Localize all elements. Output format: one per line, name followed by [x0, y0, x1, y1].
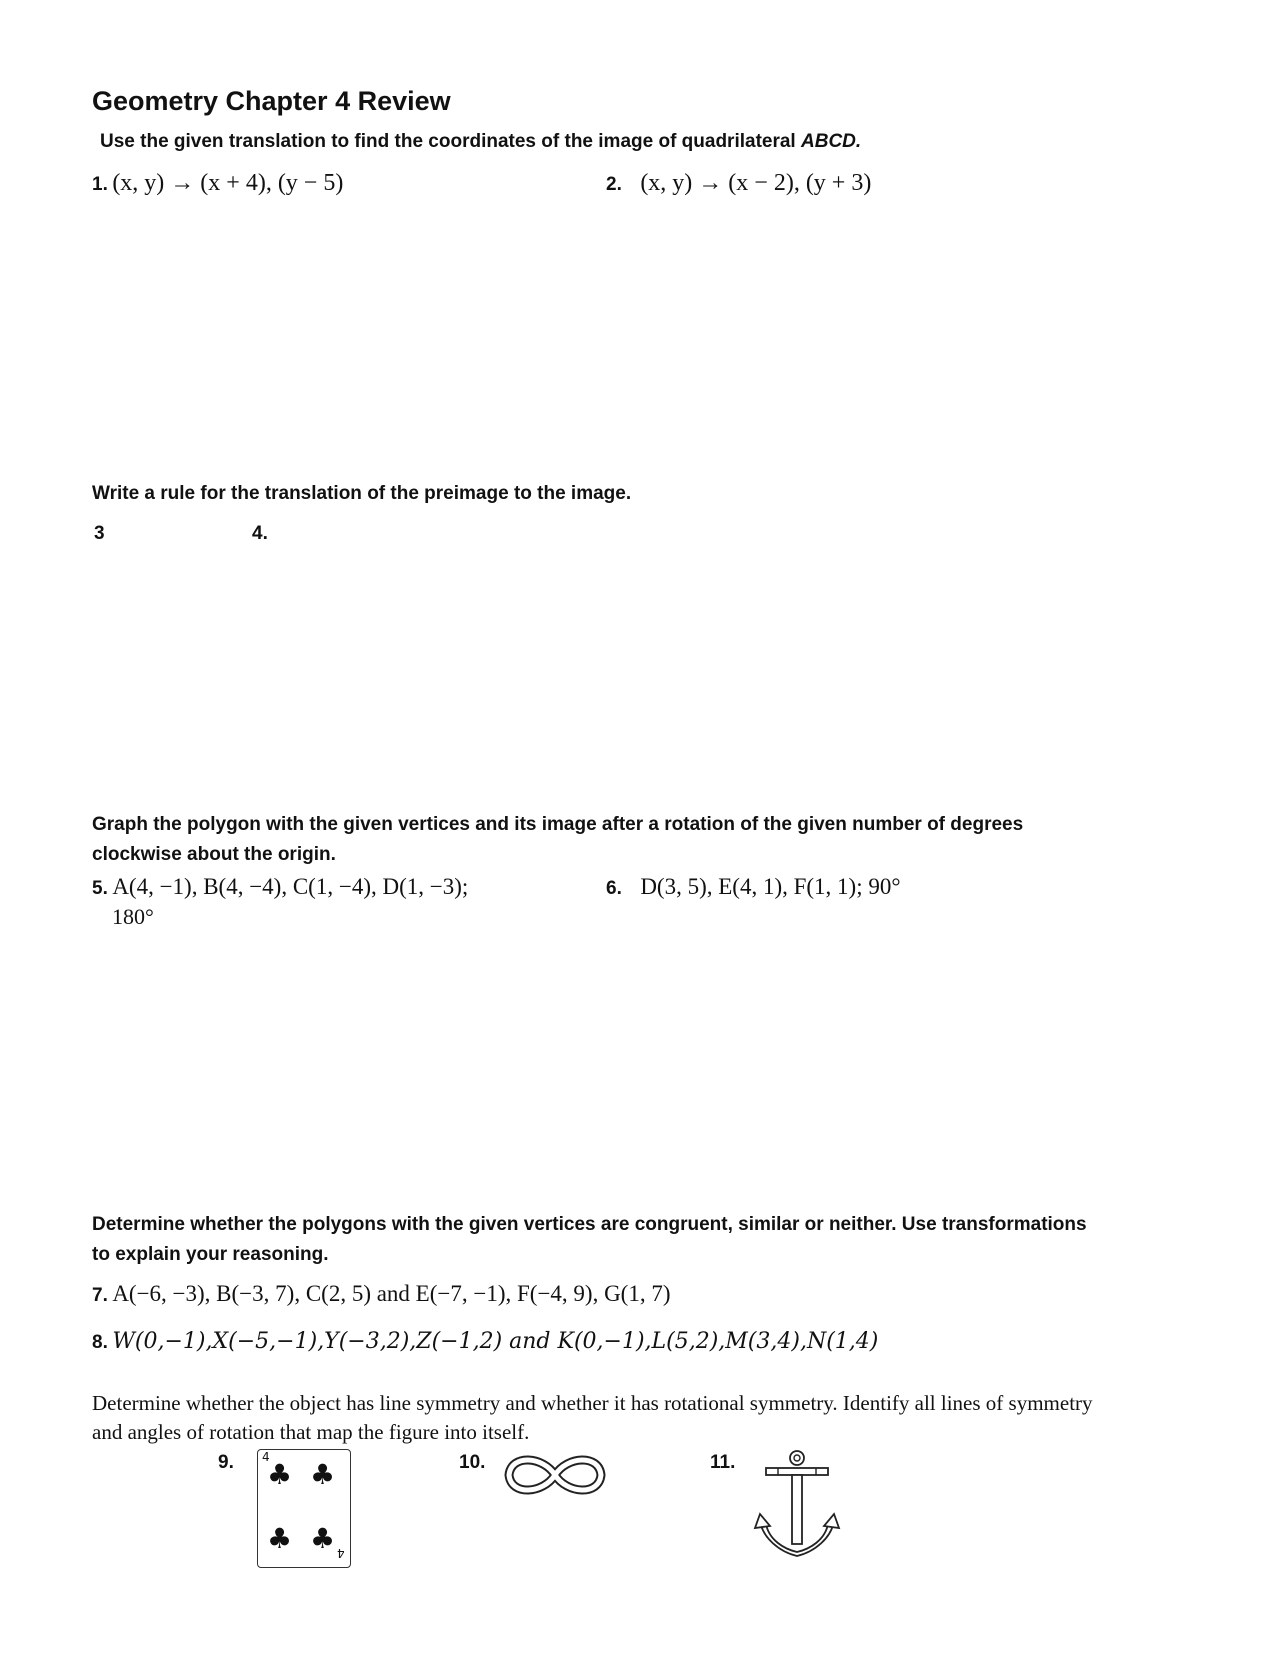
section3-instruction-line1: Graph the polygon with the given vertices and its image after a rotation of the given number of degrees: [92, 814, 1024, 835]
problem-1: [92, 170, 343, 197]
problem-5-number: 5.: [92, 878, 108, 899]
section1-instruction: [100, 127, 861, 157]
graph-problem-5: [254, 922, 550, 1174]
club-icon: ♣: [267, 1458, 293, 1491]
problem-1-rule: (x, y) → (x + 4), (y − 5): [112, 170, 344, 196]
problem-1-number: 1.: [92, 174, 108, 195]
problem-10-number: 10.: [459, 1452, 486, 1473]
problem-5-degrees: 180°: [112, 904, 154, 929]
problem-7: [92, 1281, 671, 1307]
problem-7-number: 7.: [92, 1285, 108, 1306]
section3-instruction: [92, 810, 1232, 870]
club-icon: ♣: [267, 1522, 293, 1555]
problem-8: [92, 1329, 878, 1354]
section2-instruction: Write a rule for the translation of the preimage to the image.: [92, 483, 632, 504]
section5-instruction-line2: and angles of rotation that map the figure into itself.: [92, 1420, 530, 1444]
section4-instruction-line2: to explain your reasoning.: [92, 1244, 329, 1265]
section1-instruction-text: Use the given translation to find the coordinates of the image of quadrilateral: [100, 131, 801, 152]
graph-problem-6: [645, 922, 941, 1174]
problem-5-vertices: A(4, −1), B(4, −4), C(1, −4), D(1, −3);: [112, 874, 469, 899]
section4-instruction-line1: Determine whether the polygons with the given vertices are congruent, similar or neither. Use transformations: [92, 1214, 1087, 1235]
card-rank-bottom: 4: [337, 1546, 345, 1560]
page-title: Geometry Chapter 4 Review: [92, 86, 451, 116]
section4-instruction: [92, 1210, 1242, 1270]
graph-problem-1: [254, 212, 508, 464]
graph-problem-4: [645, 519, 941, 793]
problem-11-number: 11.: [710, 1452, 736, 1473]
problem-6-vertices: D(3, 5), E(4, 1), F(1, 1); 90°: [640, 874, 901, 899]
playing-card-image: [257, 1449, 351, 1568]
problem-2-rule: (x, y) → (x − 2), (y + 3): [640, 170, 872, 196]
problem-7-text: A(−6, −3), B(−3, 7), C(2, 5) and E(−7, −1), F(−4, 9), G(1, 7): [112, 1281, 671, 1306]
graph-problem-3: [254, 519, 550, 793]
section5-instruction-line1: Determine whether the object has line symmetry and whether it has rotational symmetry. Identify all lines of symmetry: [92, 1391, 1093, 1415]
problem-6-number: 6.: [606, 878, 622, 899]
graph-problem-2: [646, 212, 900, 464]
problem-9-number: 9.: [218, 1452, 234, 1473]
problem-8-number: 8.: [92, 1332, 108, 1353]
anchor-icon: [752, 1448, 842, 1566]
club-icon: ♣: [310, 1458, 336, 1491]
problem-4-number: 4.: [252, 523, 268, 544]
problem-6: [606, 874, 901, 900]
problem-2: [606, 170, 871, 197]
problem-5: [92, 874, 468, 900]
section5-instruction: [92, 1389, 1252, 1447]
card-rank-top: 4: [262, 1450, 270, 1464]
section1-instruction-em: ABCD.: [801, 131, 862, 152]
club-icon: ♣: [310, 1522, 336, 1555]
problem-2-number: 2.: [606, 174, 622, 195]
infinity-symbol-icon: [503, 1448, 607, 1502]
section3-instruction-line2: clockwise about the origin.: [92, 844, 336, 865]
problem-8-text: W(0,−1),X(−5,−1),Y(−3,2),Z(−1,2) and K(0,−1),L(5,2),M(3,4),N(1,4): [112, 1329, 879, 1354]
problem-3-number: 3: [94, 523, 105, 544]
